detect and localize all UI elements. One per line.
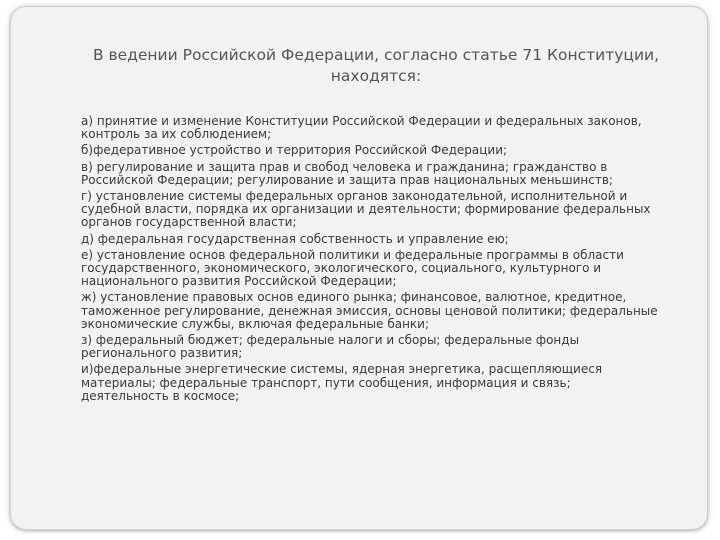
list-item: е) установление основ федеральной политики и федеральные программы в области государственного, экономического, экологического, социального, культурного и национального развития Российской Федерации; <box>81 247 624 289</box>
slide-card <box>10 6 708 530</box>
list-item: з) федеральный бюджет; федеральные налоги и сборы; федеральные фонды регионального развития; <box>81 333 580 361</box>
list-item: г) установление системы федеральных органов законодательной, исполнительной и судебной власти, порядка их организации и деятельности; формирование федеральных органов государственной власти; <box>81 189 651 230</box>
list-item: в) регулирование и защита прав и свобод человека и гражданина; гражданство в Российской Федерации; регулирование и защита прав национальных меньшинств; <box>81 159 613 187</box>
slide-title <box>91 45 661 87</box>
list-item: д) федеральная государственная собственность и управление ею; <box>81 231 509 246</box>
list-item: а) принятие и изменение Конституции Российской Федерации и федеральных законов, контроль за их соблюдением; <box>81 114 642 142</box>
list-item: ж) установление правовых основ единого рынка; финансовое, валютное, кредитное, таможенное регулирование, денежная эмиссия, основы ценовой политики; федеральные экономические службы, включая федеральные банки; <box>81 290 658 331</box>
slide-title-line-1: В ведении Российской Федерации, согласно статье 71 Конституции, <box>92 46 660 64</box>
slide-title-line-2: находятся: <box>330 67 422 85</box>
competence-list <box>81 115 661 406</box>
list-item: б)федеративное устройство и территория Российской Федерации; <box>81 143 508 158</box>
list-item: и)федеральные энергетические системы, ядерная энергетика, расщепляющиеся материалы; федеральные транспорт, пути сообщения, информация и связь; деятельность в космосе; <box>81 362 603 403</box>
